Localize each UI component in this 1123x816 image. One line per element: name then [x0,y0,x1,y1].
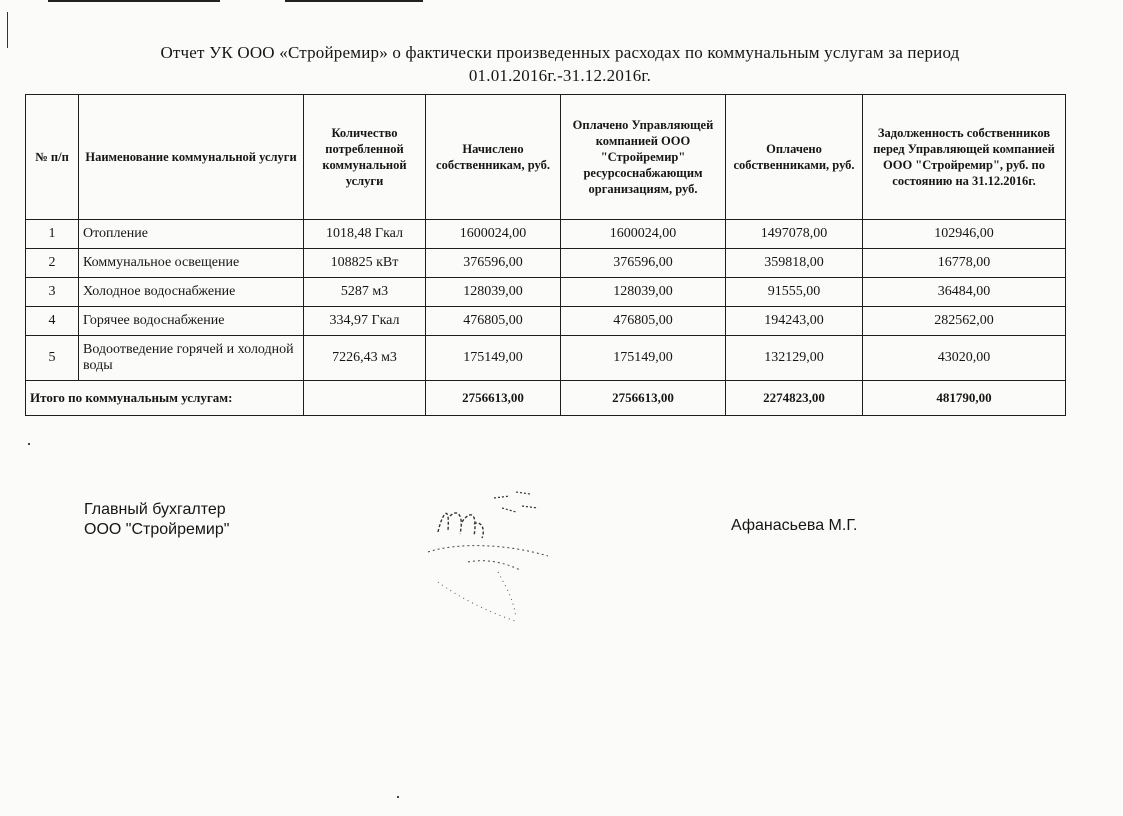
service-quantity: 7226,43 м3 [304,336,426,381]
service-quantity: 108825 кВт [304,249,426,278]
table-header-row [26,95,1066,220]
header-paid-by-company: Оплачено Управляющей компанией ООО "Стройремир" ресурсоснабжающим организациям, руб. [561,95,726,220]
total-paid-by-owners: 2274823,00 [726,381,863,416]
paid-by-company-amount: 376596,00 [561,249,726,278]
paid-by-owners-amount: 194243,00 [726,307,863,336]
header-charged: Начислено собственникам, руб. [426,95,561,220]
scan-speck [28,443,30,445]
top-scan-line [285,0,423,2]
service-name: Водоотведение горячей и холодной воды [79,336,304,381]
charged-amount: 175149,00 [426,336,561,381]
organization-name: ООО "Стройремир" [84,521,230,538]
debt-amount: 16778,00 [863,249,1066,278]
total-row [26,381,1066,416]
row-number: 2 [26,249,79,278]
charged-amount: 1600024,00 [426,220,561,249]
row-number: 1 [26,220,79,249]
row-number: 5 [26,336,79,381]
total-label: Итого по коммунальным услугам: [26,381,304,416]
paid-by-company-amount: 128039,00 [561,278,726,307]
handwritten-signature [398,472,578,632]
table-row [26,278,1066,307]
service-name: Коммунальное освещение [79,249,304,278]
debt-amount: 282562,00 [863,307,1066,336]
charged-amount: 128039,00 [426,278,561,307]
scan-margin-mark [7,12,8,48]
paid-by-company-amount: 175149,00 [561,336,726,381]
debt-amount: 43020,00 [863,336,1066,381]
scan-speck [397,796,399,798]
table-row [26,336,1066,381]
paid-by-owners-amount: 132129,00 [726,336,863,381]
total-charged: 2756613,00 [426,381,561,416]
header-paid-by-owners: Оплачено собственниками, руб. [726,95,863,220]
table-row [26,220,1066,249]
utility-expenses-table [25,94,1066,416]
charged-amount: 376596,00 [426,249,561,278]
header-debt: Задолженность собственников перед Управляющей компанией ООО "Стройремир", руб. по состоянию на 31.12.2016г. [863,95,1066,220]
debt-amount: 102946,00 [863,220,1066,249]
row-number: 4 [26,307,79,336]
top-scan-line [48,0,220,2]
service-name: Горячее водоснабжение [79,307,304,336]
paid-by-owners-amount: 91555,00 [726,278,863,307]
paid-by-owners-amount: 359818,00 [726,249,863,278]
service-quantity: 5287 м3 [304,278,426,307]
service-name: Холодное водоснабжение [79,278,304,307]
service-name: Отопление [79,220,304,249]
service-quantity: 334,97 Гкал [304,307,426,336]
position-title: Главный бухгалтер [84,501,226,518]
total-paid-by-company: 2756613,00 [561,381,726,416]
header-quantity: Количество потребленной коммунальной услуги [304,95,426,220]
paid-by-company-amount: 1600024,00 [561,220,726,249]
paid-by-company-amount: 476805,00 [561,307,726,336]
charged-amount: 476805,00 [426,307,561,336]
row-number: 3 [26,278,79,307]
paid-by-owners-amount: 1497078,00 [726,220,863,249]
header-service-name: Наименование коммунальной услуги [79,95,304,220]
debt-amount: 36484,00 [863,278,1066,307]
total-debt: 481790,00 [863,381,1066,416]
signatory-name: Афанасьева М.Г. [731,517,858,534]
service-quantity: 1018,48 Гкал [304,220,426,249]
report-period: 01.01.2016г.-31.12.2016г. [468,66,652,85]
total-quantity-empty [304,381,426,416]
report-title: Отчет УК ООО «Стройремир» о фактически произведенных расходах по коммунальным услугам за период [160,43,960,62]
signatory-position [84,500,229,540]
header-number: № п/п [26,95,79,220]
table-row [26,249,1066,278]
table-row [26,307,1066,336]
